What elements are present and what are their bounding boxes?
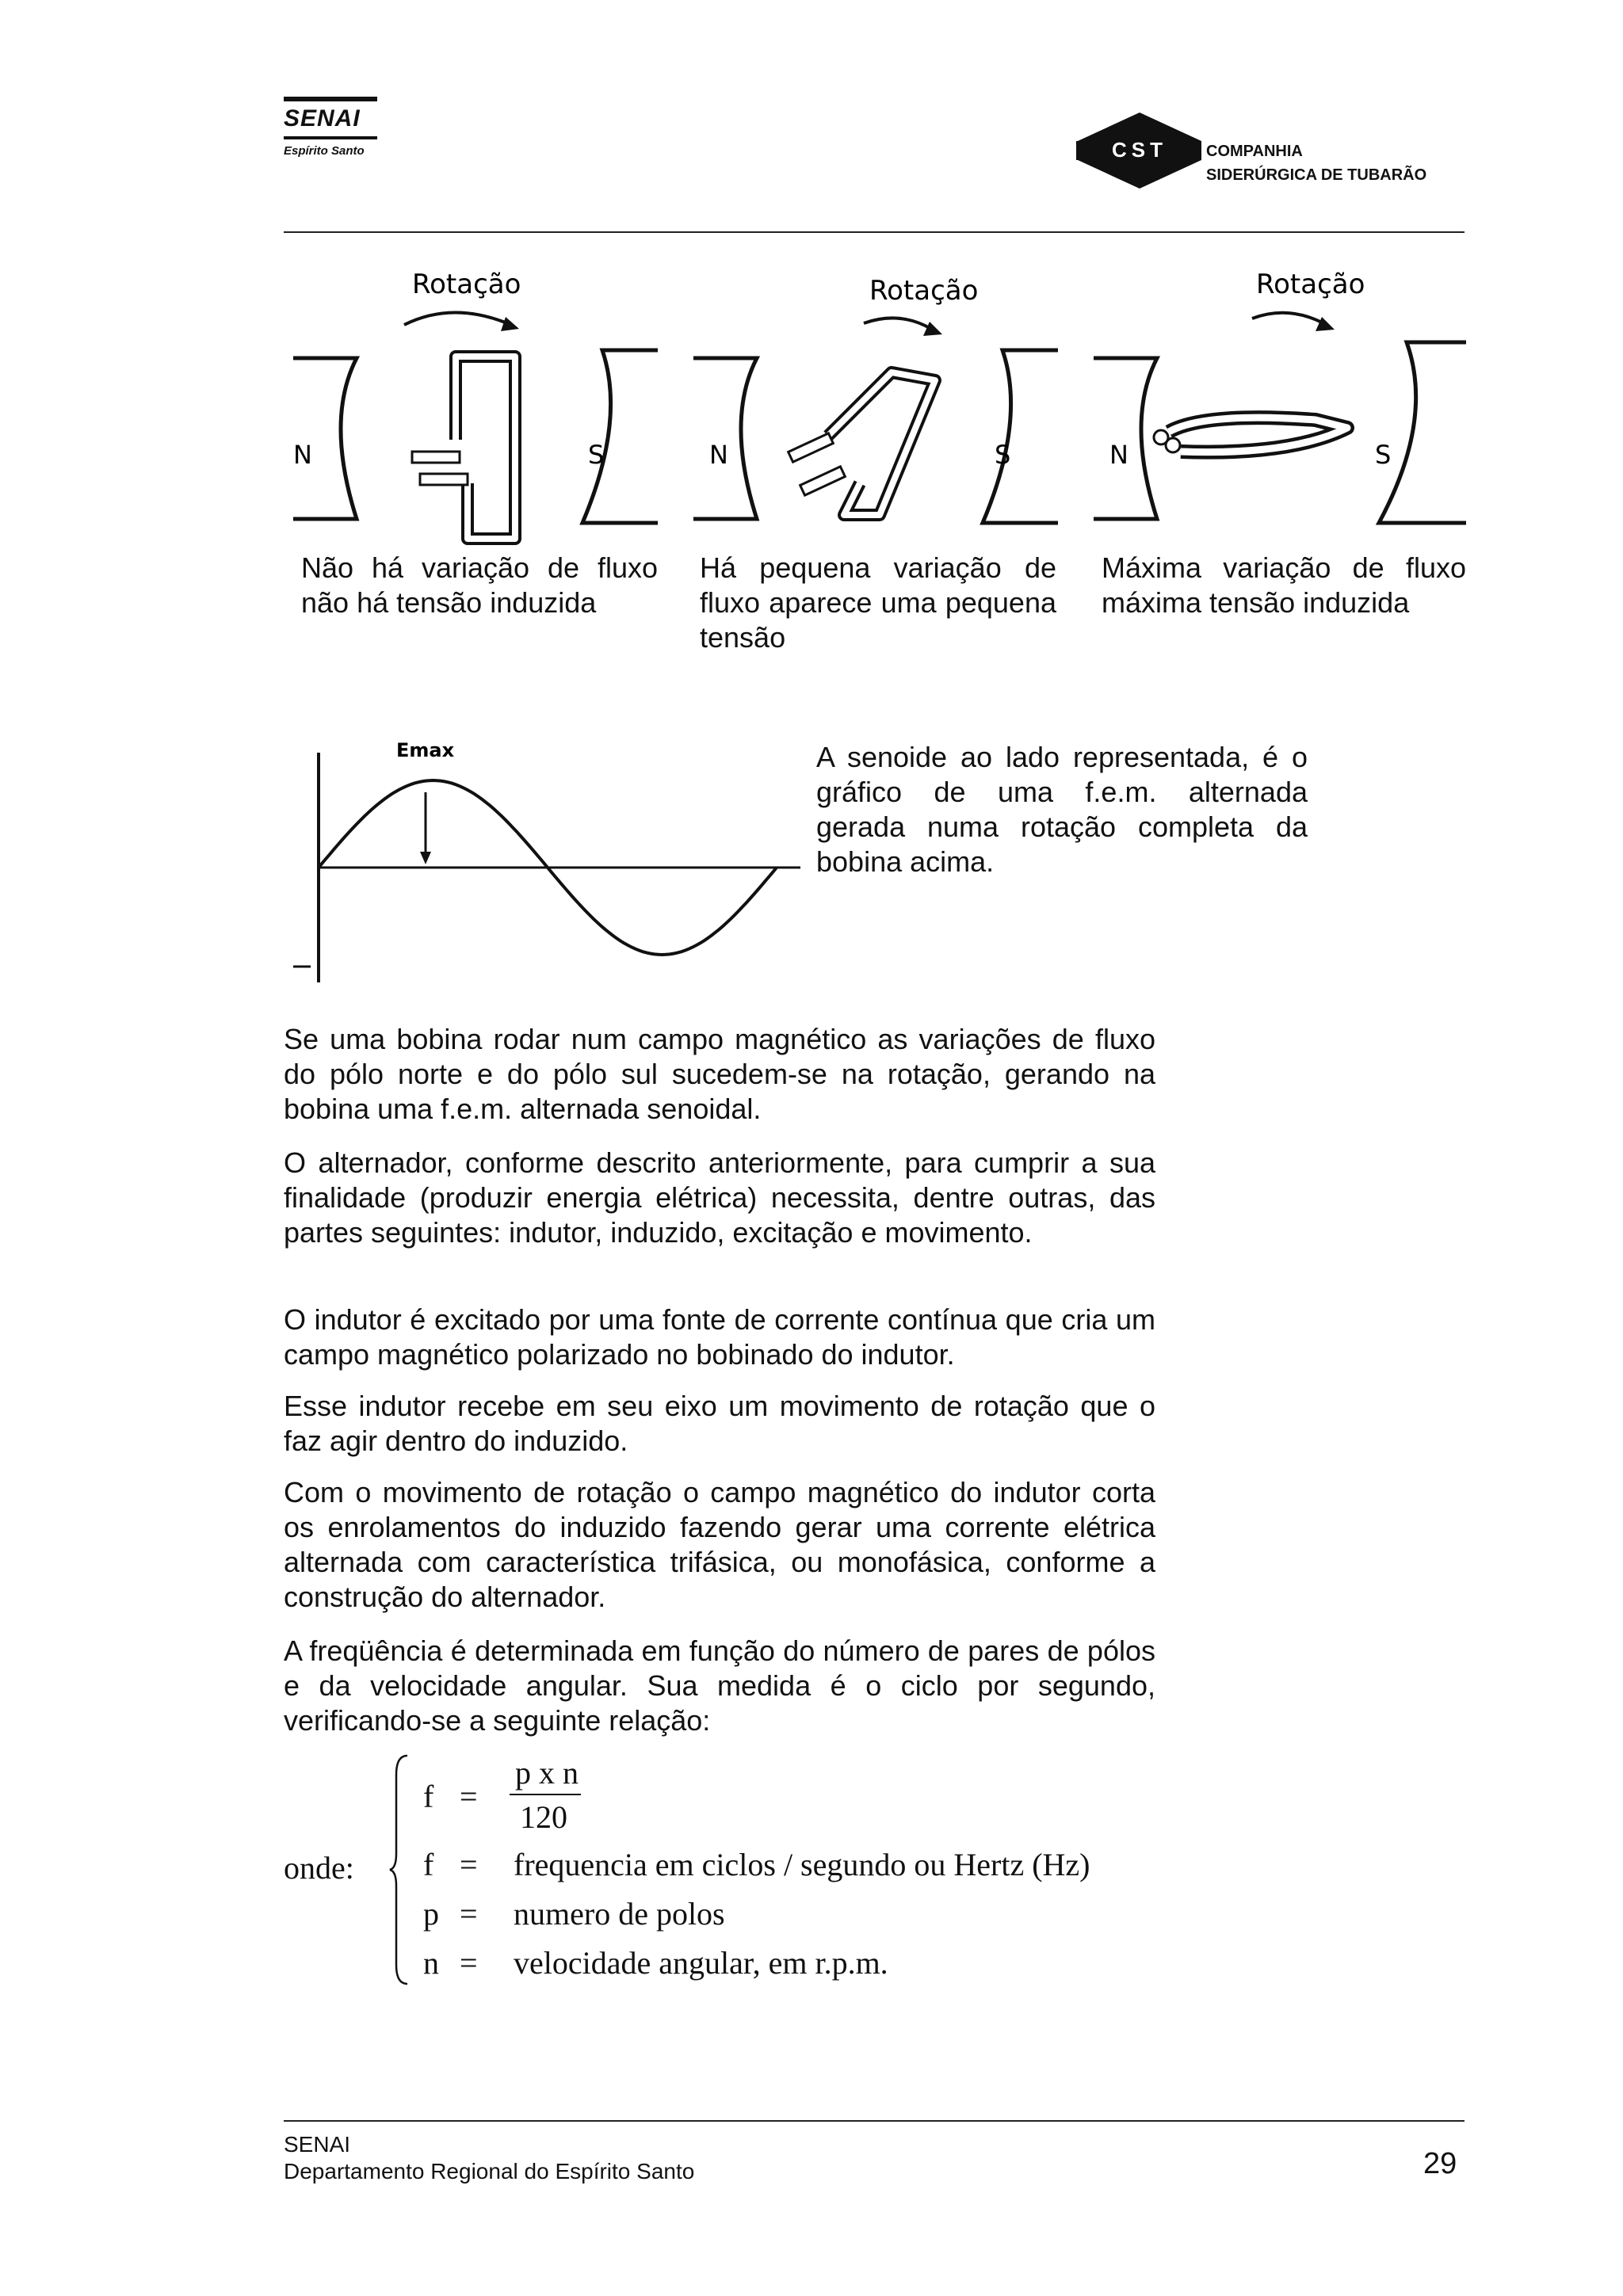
paragraph-5: Com o movimento de rotação o campo magnético do indutor corta os enrolamentos do induzido fazendo gerar uma corrente elétrica alternada com característica trifásica, ou monofásica, conforme a construção do alternador. <box>284 1476 1155 1613</box>
coil-terminal <box>420 474 468 485</box>
formula-f: f <box>423 1779 434 1814</box>
paragraph-3: O indutor é excitado por uma fonte de corrente contínua que cria um campo magnético polarizado no bobinado do indutor. <box>284 1303 1155 1371</box>
logo-bottom-bar <box>284 136 377 139</box>
figure-rotation-3 <box>1094 261 1466 555</box>
fraction-bar <box>510 1794 581 1795</box>
def-symbol: f <box>423 1847 434 1882</box>
rotation-arrowhead-icon <box>923 322 942 336</box>
def-text: frequencia em ciclos / segundo ou Hertz (Hz) <box>514 1847 1090 1882</box>
pole-n: N <box>709 440 728 470</box>
senai-logo-text: SENAI <box>284 105 361 132</box>
sine-wave-graph <box>285 733 808 994</box>
coil-loop <box>828 372 935 515</box>
arrowhead-down-icon <box>420 852 431 864</box>
north-pole-piece <box>293 358 357 519</box>
brace-icon <box>388 1751 412 1989</box>
coil-terminal <box>789 433 834 462</box>
def-symbol: n <box>423 1945 439 1981</box>
senai-subtitle: Espírito Santo <box>284 144 365 158</box>
figure-caption-1: Não há variação de fluxo não há tensão induzida <box>301 551 658 619</box>
pole-s: S <box>1375 440 1392 470</box>
emax-label: Emax <box>396 739 455 761</box>
footer-divider <box>284 2120 1465 2122</box>
cst-logo-text: CST <box>1112 138 1167 162</box>
footer-department: Departamento Regional do Espírito Santo <box>284 2159 695 2183</box>
figure-rotation-2 <box>693 261 1066 555</box>
rotation-arrow <box>404 312 507 325</box>
paragraph-1: Se uma bobina rodar num campo magnético as variações de fluxo do pólo norte e do pólo sul sucedem-se na rotação, gerando na bobina uma f.e.m. alternada senoidal. <box>284 1023 1155 1125</box>
rotation-label: Rotação <box>412 269 521 300</box>
cst-logo-top-triangle <box>1078 113 1201 141</box>
formula-equals: = <box>460 1779 478 1814</box>
sine-description: A senoide ao lado representada, é o gráfico de uma f.e.m. alternada gerada numa rotação completa da bobina acima. <box>816 741 1308 878</box>
formula-denominator: 120 <box>520 1799 567 1835</box>
pole-n: N <box>1109 440 1128 470</box>
def-equals: = <box>460 1847 478 1882</box>
north-pole-piece <box>693 358 757 519</box>
def-text: numero de polos <box>514 1896 725 1932</box>
coil-terminal <box>1154 430 1168 444</box>
footer-org <box>284 2131 694 2185</box>
pole-s: S <box>995 440 1011 470</box>
footer-senai: SENAI <box>284 2132 351 2157</box>
header-divider <box>284 231 1465 233</box>
onde-label: onde: <box>284 1850 354 1886</box>
coil-terminal <box>800 467 846 495</box>
south-pole-piece <box>1379 342 1466 523</box>
def-text: velocidade angular, em r.p.m. <box>514 1945 888 1981</box>
senai-logo <box>284 97 377 158</box>
pole-n: N <box>293 440 312 470</box>
north-pole-piece <box>1094 358 1157 519</box>
south-pole-piece <box>582 350 658 523</box>
company-name <box>1206 139 1426 187</box>
rotation-label: Rotação <box>1256 269 1365 300</box>
def-equals: = <box>460 1896 478 1932</box>
formula-numerator: p x n <box>515 1755 579 1791</box>
paragraph-6: A freqüência é determinada em função do número de pares de pólos e da velocidade angular. Sua medida é o ciclo por segundo, verificando-se a seguinte relação: <box>284 1634 1155 1737</box>
cst-logo-bottom-triangle <box>1078 160 1201 189</box>
coil-loop-inner <box>456 357 515 539</box>
company-line-2: SIDERÚRGICA DE TUBARÃO <box>1206 166 1427 184</box>
figure-rotation-1 <box>293 261 666 555</box>
rotation-arrowhead-icon <box>501 317 519 331</box>
south-pole-piece <box>983 350 1058 523</box>
rotation-arrow <box>1252 313 1323 323</box>
page-number: 29 <box>1423 2147 1457 2180</box>
paragraph-4: Esse indutor recebe em seu eixo um movimento de rotação que o faz agir dentro do induzido. <box>284 1390 1155 1457</box>
company-line-1: COMPANHIA <box>1206 143 1303 160</box>
figure-caption-2: Há pequena variação de fluxo aparece uma pequena tensão <box>700 551 1056 654</box>
rotation-arrow <box>864 318 931 329</box>
formula-block <box>284 1751 1155 1989</box>
rotation-arrowhead-icon <box>1316 317 1335 331</box>
coil-terminal <box>412 452 460 463</box>
pole-s: S <box>588 440 605 470</box>
def-symbol: p <box>423 1896 439 1932</box>
rotation-label: Rotação <box>869 275 979 307</box>
paragraph-2: O alternador, conforme descrito anteriormente, para cumprir a sua finalidade (produzir energia elétrica) necessita, dentre outras, das partes seguintes: indutor, induzido, excitação e movimento. <box>284 1146 1155 1249</box>
figure-caption-3: Máxima variação de fluxo máxima tensão induzida <box>1102 551 1466 619</box>
def-equals: = <box>460 1945 478 1981</box>
